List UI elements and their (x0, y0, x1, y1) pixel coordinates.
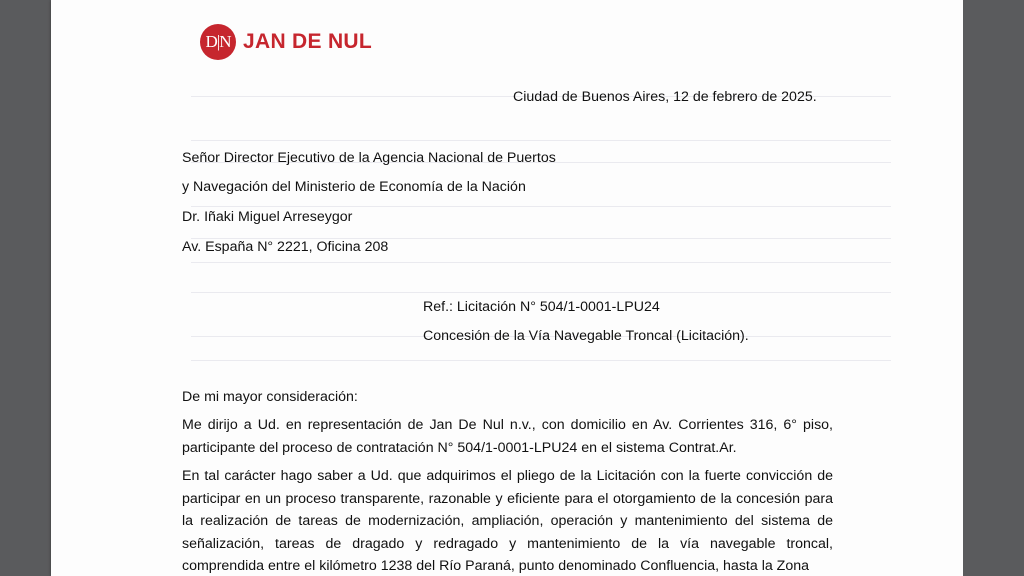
date-line: Ciudad de Buenos Aires, 12 de febrero de 2025. (513, 89, 817, 105)
bleed-through-line (191, 292, 891, 293)
body-paragraph: Me dirijo a Ud. en representación de Jan De Nul n.v., con domicilio en Av. Corrientes 316, 6° piso, participante del proceso de contratación N° 504/1-0001-LPU24 en el sistema Contrat.Ar. (182, 417, 833, 456)
reference-subject: Concesión de la Vía Navegable Troncal (Licitación). (423, 328, 749, 344)
reference-line: Ref.: Licitación N° 504/1-0001-LPU24 (423, 299, 660, 315)
bleed-through-line (191, 206, 891, 207)
recipient-line: y Navegación del Ministerio de Economía de la Nación (182, 179, 526, 195)
viewer-left-margin (0, 0, 51, 576)
bleed-through-line (191, 140, 891, 141)
recipient-address: Av. España N° 2221, Oficina 208 (182, 239, 389, 255)
body-paragraph: En tal carácter hago saber a Ud. que adquirimos el pliego de la Licitación con la fuerte convicción de participar en un proceso transparente, razonable y eficiente para el otorgamiento de la concesión para la realización de tareas de modernización, ampliación, operación y mantenimiento del sistema de señalización, tareas de dragado y redragado y mantenimiento de la vía navegable troncal, comprendida entre el kilómetro 1238 del Río Paraná, punto denominado Confluencia, hasta la Zona (182, 468, 833, 574)
company-logo (200, 24, 372, 60)
bleed-through-line (191, 360, 891, 361)
recipient-name: Dr. Iñaki Miguel Arreseygor (182, 209, 353, 225)
recipient-line: Señor Director Ejecutivo de la Agencia Nacional de Puertos (182, 150, 556, 166)
bleed-through-line (191, 262, 891, 263)
logo-monogram: D|N (200, 24, 236, 60)
salutation: De mi mayor consideración: (182, 389, 358, 405)
document-page (51, 0, 963, 576)
viewer-right-margin (963, 0, 1024, 576)
logo-wordmark: JAN DE NUL (243, 30, 373, 53)
